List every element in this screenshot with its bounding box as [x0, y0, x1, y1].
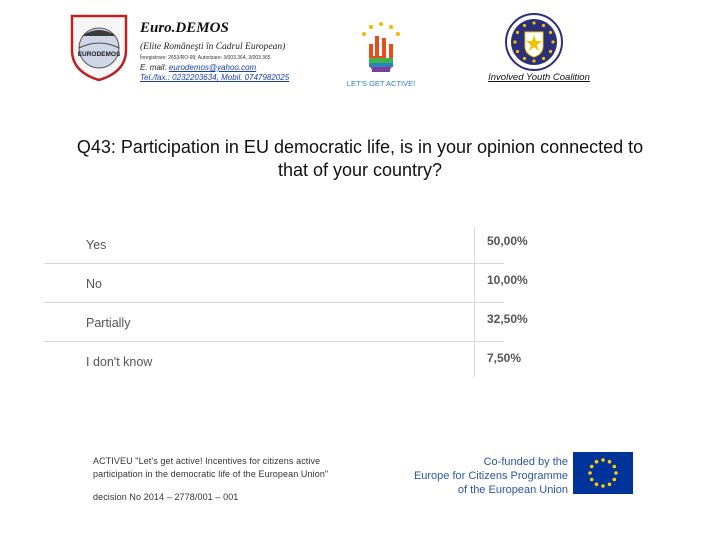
table-column-divider	[474, 227, 475, 377]
row-label: Yes	[86, 238, 107, 252]
iyc-logo	[498, 12, 570, 76]
project-line-1: ACTIVEU "Let's get active! Incentives for citizens active	[93, 456, 321, 466]
org-email-row	[140, 63, 256, 72]
row-label: No	[86, 277, 102, 291]
iyc-label: Involved Youth Coalition	[488, 72, 590, 83]
results-table	[44, 225, 528, 380]
project-line-2: participation in the democratic life of the European Union"	[93, 469, 329, 479]
decision-number: decision No 2014 – 2778/001 – 001	[93, 492, 239, 502]
row-value: 10,00%	[487, 273, 528, 287]
row-value: 7,50%	[487, 351, 522, 365]
eurodemos-logo-text: EURODEMOS	[77, 51, 121, 58]
org-name: Euro.DEMOS	[140, 20, 229, 36]
cofunded-line-2: Europe for Citizens Programme	[413, 470, 568, 482]
email-prefix: E. mail:	[140, 63, 167, 72]
row-label: Partially	[86, 316, 131, 330]
org-registration: Înregistrare: 2653/RO-99; Autorizare: 3/003.364, 3/003.365	[140, 55, 271, 61]
lets-get-active-logo	[346, 14, 416, 104]
row-label: I don't know	[86, 355, 153, 369]
lets-get-active-text: LET'S GET ACTIVE!	[346, 79, 416, 88]
org-phone: Tel./fax.: 0232203634, Mobil. 0747982025	[140, 73, 290, 82]
org-tagline: (Elite Româneşti în Cadrul European)	[140, 42, 286, 52]
row-value: 50,00%	[487, 234, 528, 248]
question-title	[20, 136, 700, 182]
table-row	[44, 225, 528, 264]
email-link[interactable]: eurodemos@yahoo.com	[168, 63, 257, 72]
table-row	[44, 342, 522, 380]
row-value: 32,50%	[487, 312, 528, 326]
question-line-1: Q43: Participation in EU democratic life, is in your opinion connected to	[76, 137, 644, 157]
cofunded-line-1: Co-funded by the	[483, 456, 568, 468]
table-row	[44, 303, 528, 342]
eurodemos-logo	[64, 10, 134, 82]
table-row	[44, 264, 528, 303]
cofunded-line-3: of the European Union	[457, 484, 568, 496]
eu-flag-icon	[573, 452, 633, 494]
question-line-2: that of your country?	[277, 160, 443, 180]
